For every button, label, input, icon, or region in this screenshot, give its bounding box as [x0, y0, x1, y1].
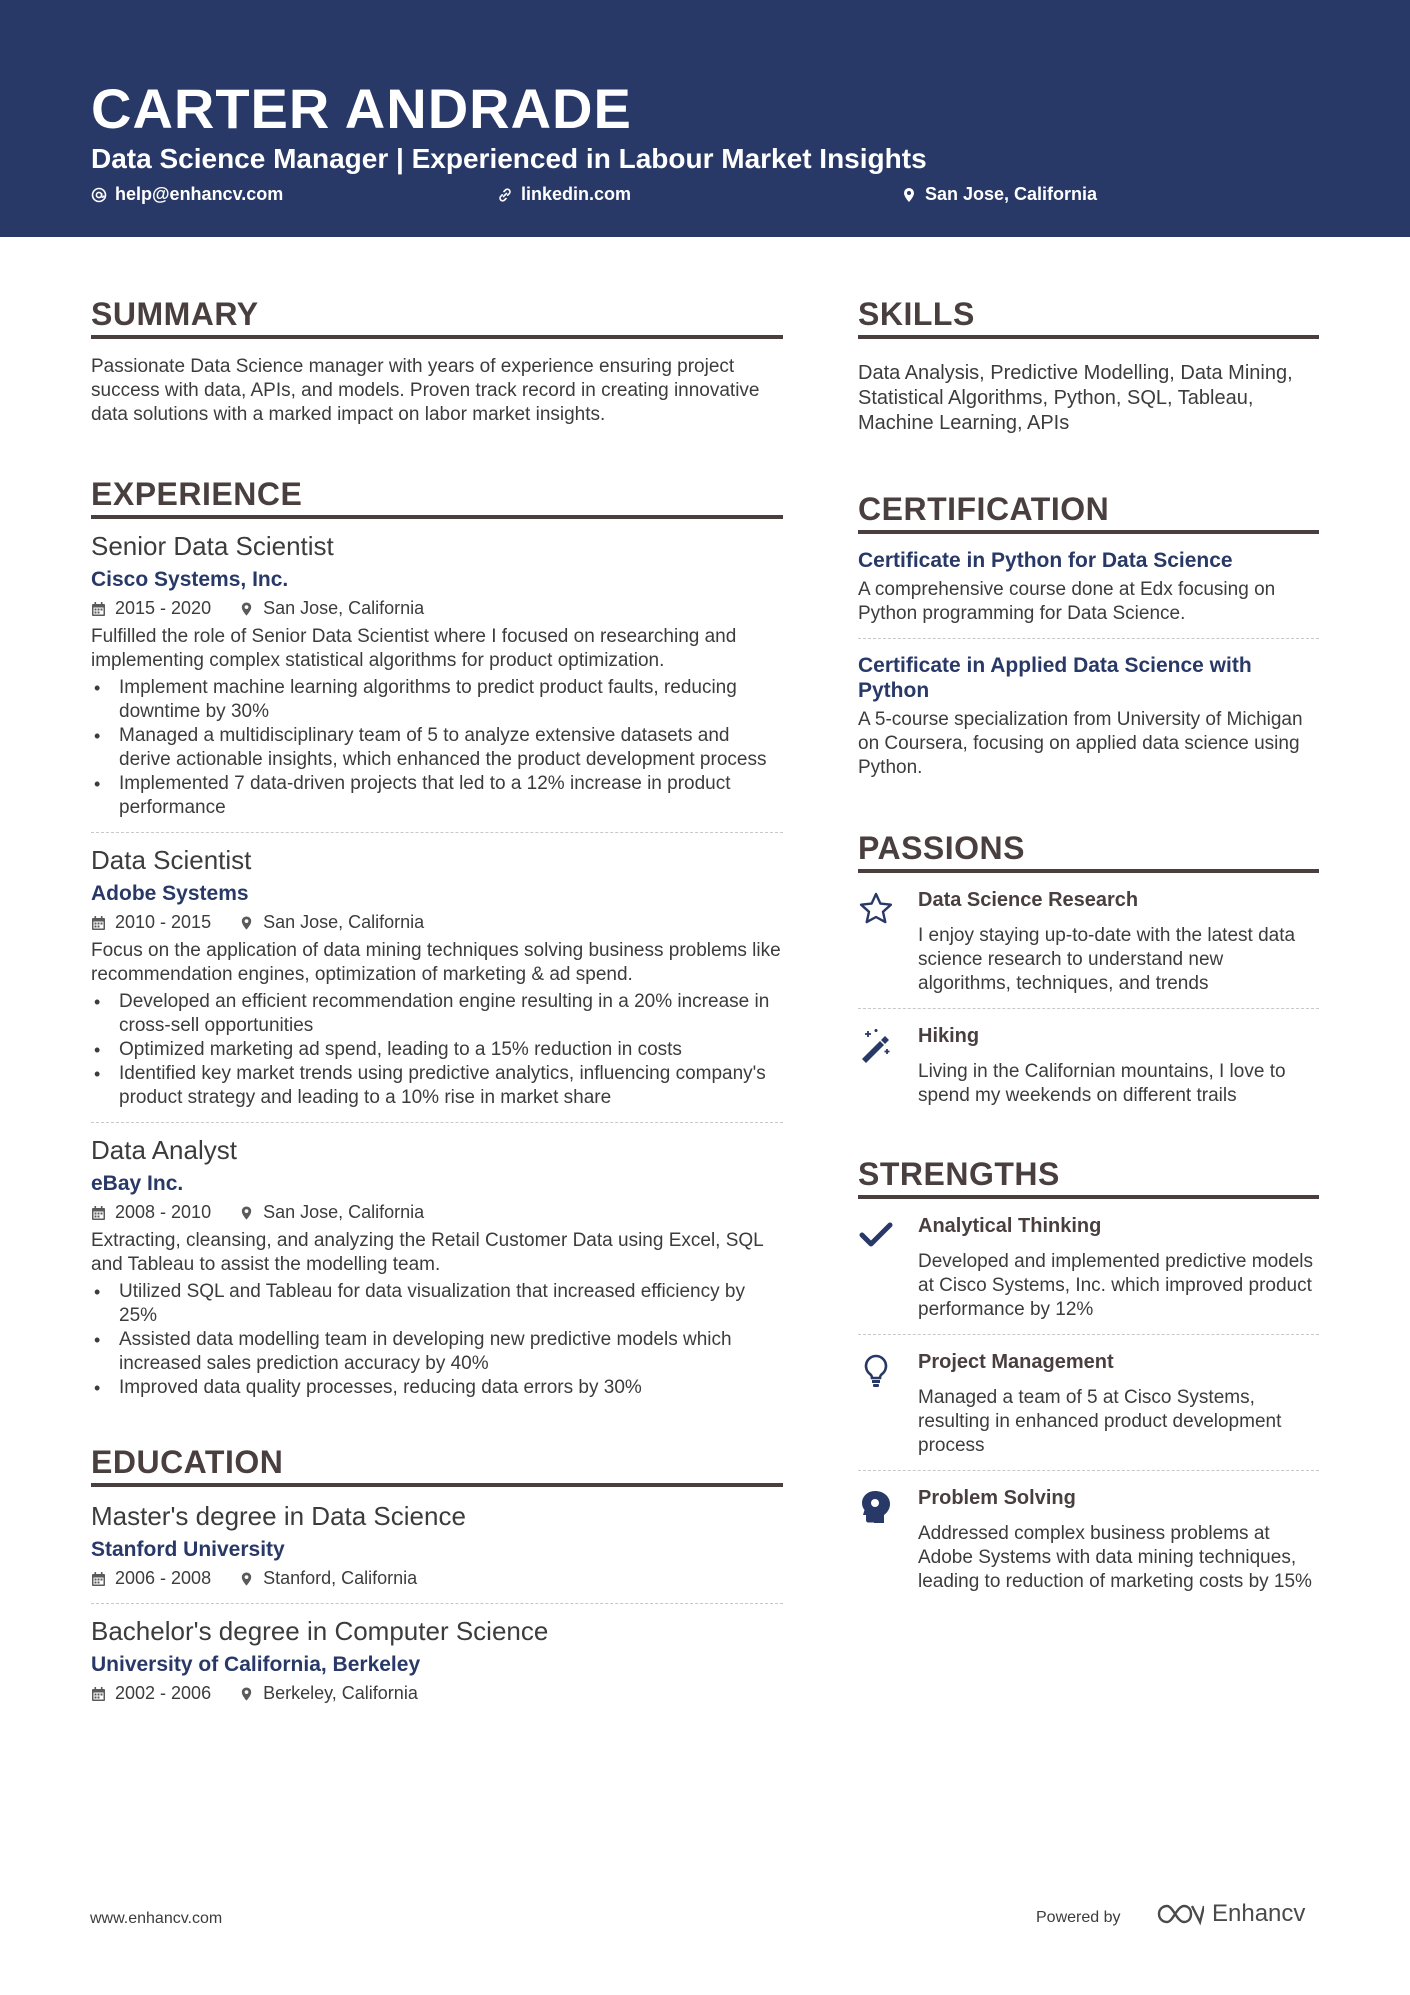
passion-description: Living in the Californian mountains, I love to spend my weekends on different trails — [918, 1061, 1286, 1106]
job-dates-text: 2008 - 2010 — [115, 1202, 212, 1222]
magic-wand-icon — [858, 1027, 894, 1063]
job-company: Cisco Systems, Inc. — [91, 568, 289, 591]
experience-heading: EXPERIENCE — [91, 476, 783, 519]
education-section — [91, 1444, 783, 1704]
summary-section — [91, 296, 783, 427]
strength-description: Managed a team of 5 at Cisco Systems, resulting in enhanced product development process — [918, 1387, 1282, 1456]
degree-title: Master's degree in Data Science — [91, 1501, 466, 1531]
job-bullet: • Optimized marketing ad spend, leading to a 15% reduction in costs — [91, 1038, 783, 1062]
strengths-section — [858, 1156, 1319, 1594]
certification-title: Certificate in Applied Data Science with Python — [858, 654, 1252, 702]
job-dates-text: 2015 - 2020 — [115, 598, 212, 618]
skills-text: Data Analysis, Predictive Modelling, Data Mining, Statistical Algorithms, Python, SQL, Tableau, Machine Learning, APIs — [858, 362, 1293, 434]
education-meta — [91, 1568, 783, 1589]
contact-linkedin-text: linkedin.com — [521, 184, 632, 204]
contact-location-text: San Jose, California — [925, 184, 1098, 204]
skills-section — [858, 296, 1319, 436]
powered-by-text: Powered by — [1036, 1909, 1121, 1926]
lightbulb-icon — [858, 1353, 894, 1389]
education-entry — [91, 1501, 783, 1589]
job-company: eBay Inc. — [91, 1172, 184, 1195]
location-pin-icon — [901, 187, 917, 203]
education-location-text: Berkeley, California — [263, 1683, 418, 1703]
job-company: Adobe Systems — [91, 882, 249, 905]
location-pin-icon — [239, 1686, 254, 1702]
education-meta — [91, 1683, 783, 1704]
job-location — [239, 598, 424, 619]
job-meta — [91, 912, 783, 933]
passions-heading: PASSIONS — [858, 830, 1319, 873]
certification-section — [858, 491, 1319, 780]
contact-email-text: help@enhancv.com — [115, 184, 284, 204]
contact-linkedin[interactable] — [497, 184, 631, 205]
job-location — [239, 912, 424, 933]
location-pin-icon — [239, 601, 254, 617]
location-pin-icon — [239, 1571, 254, 1587]
strength-entry — [858, 1351, 1319, 1458]
certification-description: A comprehensive course done at Edx focusing on Python programming for Data Science. — [858, 579, 1276, 624]
job-bullet: • Implement machine learning algorithms to predict product faults, reducing downtime by 30% — [91, 676, 783, 724]
calendar-icon — [91, 915, 106, 931]
job-role: Data Scientist — [91, 845, 252, 875]
calendar-icon — [91, 601, 106, 617]
passion-icon-wrap — [858, 889, 918, 996]
star-icon — [858, 891, 894, 927]
strength-description: Addressed complex business problems at Adobe Systems with data mining techniques, leading to reduction of marketing costs by 15% — [918, 1523, 1312, 1592]
job-role: Senior Data Scientist — [91, 531, 334, 561]
school-name: Stanford University — [91, 1538, 285, 1561]
job-bullet: • Identified key market trends using predictive analytics, influencing company's product strategy and leading to a 10% rise in market share — [91, 1062, 783, 1110]
location-pin-icon — [239, 1205, 254, 1221]
job-description: Extracting, cleansing, and analyzing the Retail Customer Data using Excel, SQL and Tableau to assist the modelling team. — [91, 1230, 764, 1275]
certification-description: A 5-course specialization from University of Michigan on Coursera, focusing on applied data science using Python. — [858, 709, 1303, 778]
left-column — [91, 296, 783, 1704]
experience-entry — [91, 531, 783, 820]
calendar-icon — [91, 1571, 106, 1587]
education-dates — [91, 1683, 211, 1704]
experience-section — [91, 476, 783, 1400]
education-location — [239, 1683, 418, 1704]
job-bullet: • Developed an efficient recommendation engine resulting in a 20% increase in cross-sell opportunities — [91, 990, 783, 1038]
head-icon — [858, 1489, 894, 1525]
strength-icon-wrap — [858, 1351, 918, 1458]
strengths-heading: STRENGTHS — [858, 1156, 1319, 1199]
checkmark-icon — [858, 1217, 894, 1253]
strength-title: Problem Solving — [918, 1487, 1076, 1509]
job-location-text: San Jose, California — [263, 598, 425, 618]
school-name: University of California, Berkeley — [91, 1653, 421, 1676]
job-bullets — [91, 990, 783, 1110]
job-description: Focus on the application of data mining techniques solving business problems like recommendation engines, optimization of marketing & ad spend. — [91, 940, 781, 985]
enhancv-logo-icon — [1156, 1901, 1204, 1927]
job-bullet: • Managed a multidisciplinary team of 5 to analyze extensive datasets and derive actionable insights, which enhanced the product development process — [91, 724, 783, 772]
strength-icon-wrap — [858, 1215, 918, 1322]
strength-entry — [858, 1487, 1319, 1594]
contact-email[interactable] — [91, 184, 283, 205]
candidate-tagline: Data Science Manager | Experienced in Labour Market Insights — [91, 143, 927, 174]
calendar-icon — [91, 1686, 106, 1702]
passion-title: Data Science Research — [918, 889, 1139, 911]
calendar-icon — [91, 1205, 106, 1221]
experience-entry — [91, 845, 783, 1110]
degree-title: Bachelor's degree in Computer Science — [91, 1616, 549, 1646]
skills-heading: SKILLS — [858, 296, 1319, 339]
enhancv-logo-text: Enhancv — [1212, 1900, 1306, 1927]
education-heading: EDUCATION — [91, 1444, 783, 1487]
entry-divider — [91, 1603, 783, 1604]
job-description: Fulfilled the role of Senior Data Scientist where I focused on researching and implementing complex statistical algorithms for product optimization. — [91, 626, 737, 671]
education-dates-text: 2006 - 2008 — [115, 1568, 212, 1588]
education-entry — [91, 1616, 783, 1704]
passion-icon-wrap — [858, 1025, 918, 1108]
job-meta — [91, 1202, 783, 1223]
job-bullet: • Utilized SQL and Tableau for data visualization that increased efficiency by 25% — [91, 1280, 783, 1328]
job-bullets — [91, 1280, 783, 1400]
passion-title: Hiking — [918, 1025, 980, 1047]
contact-location — [901, 184, 1097, 205]
job-dates — [91, 912, 211, 933]
job-bullet: • Assisted data modelling team in developing new predictive models which increased sales prediction accuracy by 40% — [91, 1328, 783, 1376]
education-location-text: Stanford, California — [263, 1568, 418, 1588]
strength-entry — [858, 1215, 1319, 1322]
certification-heading: CERTIFICATION — [858, 491, 1319, 534]
entry-divider — [858, 1470, 1319, 1471]
job-dates — [91, 598, 211, 619]
enhancv-logo[interactable] — [1156, 1900, 1305, 1928]
job-dates — [91, 1202, 211, 1223]
strength-title: Project Management — [918, 1351, 1114, 1373]
entry-divider — [91, 832, 783, 833]
job-location-text: San Jose, California — [263, 912, 425, 932]
passion-entry — [858, 889, 1319, 996]
education-location — [239, 1568, 417, 1589]
job-bullet: • Improved data quality processes, reducing data errors by 30% — [91, 1376, 783, 1400]
certification-entry — [858, 548, 1319, 626]
certification-entry — [858, 653, 1319, 780]
job-role: Data Analyst — [91, 1135, 237, 1165]
job-location — [239, 1202, 424, 1223]
passion-description: I enjoy staying up-to-date with the latest data science research to understand new algorithms, techniques, and trends — [918, 925, 1296, 994]
passions-section — [858, 830, 1319, 1108]
candidate-name: CARTER ANDRADE — [91, 77, 632, 140]
experience-entry — [91, 1135, 783, 1400]
strength-title: Analytical Thinking — [918, 1215, 1102, 1237]
job-location-text: San Jose, California — [263, 1202, 425, 1222]
at-icon — [91, 187, 107, 203]
job-meta — [91, 598, 783, 619]
education-dates — [91, 1568, 211, 1589]
job-bullet: • Implemented 7 data-driven projects that led to a 12% increase in product performance — [91, 772, 783, 820]
education-dates-text: 2002 - 2006 — [115, 1683, 212, 1703]
job-dates-text: 2010 - 2015 — [115, 912, 212, 932]
entry-divider — [858, 1008, 1319, 1009]
strength-icon-wrap — [858, 1487, 918, 1594]
strength-description: Developed and implemented predictive models at Cisco Systems, Inc. which improved product performance by 12% — [918, 1251, 1314, 1320]
link-icon — [497, 187, 513, 203]
certification-title: Certificate in Python for Data Science — [858, 549, 1233, 572]
location-pin-icon — [239, 915, 254, 931]
entry-divider — [858, 638, 1319, 639]
passion-entry — [858, 1025, 1319, 1108]
entry-divider — [91, 1122, 783, 1123]
job-bullets — [91, 676, 783, 820]
resume-header — [0, 0, 1410, 237]
footer-url[interactable]: www.enhancv.com — [90, 1910, 223, 1927]
right-column — [858, 296, 1319, 1594]
summary-text: Passionate Data Science manager with years of experience ensuring project success with data, APIs, and models. Proven track record in creating innovative data solutions with a marked impact on labor market insights. — [91, 356, 760, 425]
summary-heading: SUMMARY — [91, 296, 783, 339]
entry-divider — [858, 1334, 1319, 1335]
